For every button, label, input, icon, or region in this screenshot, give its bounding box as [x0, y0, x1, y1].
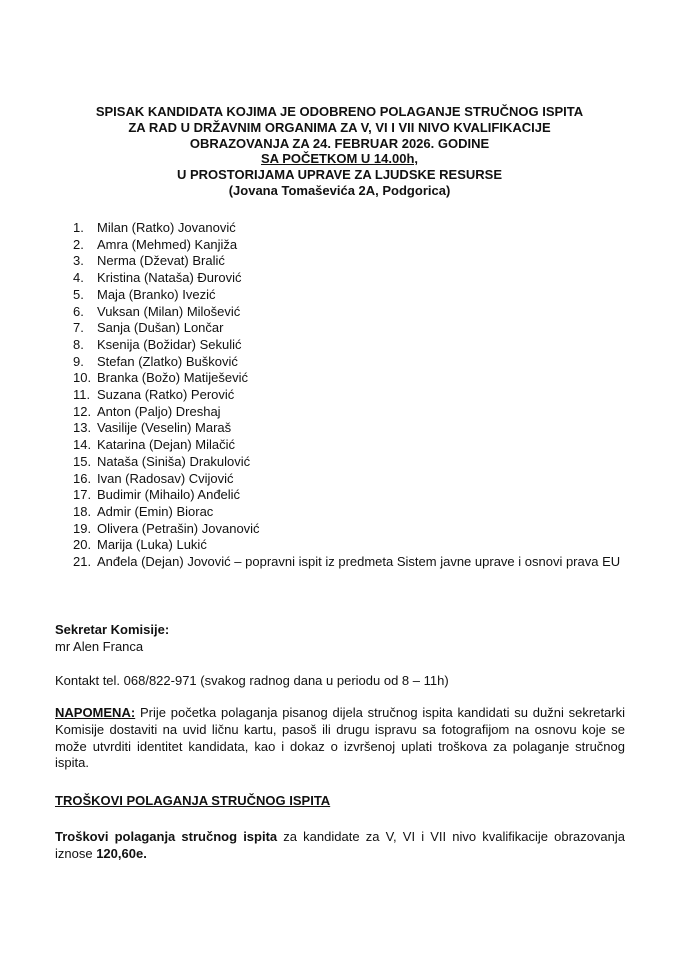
candidate-item: [73, 504, 633, 521]
candidate-number: 14.: [73, 437, 92, 453]
note-label: NAPOMENA:: [55, 705, 136, 720]
candidate-number: 17.: [73, 487, 92, 503]
candidate-item: [73, 437, 633, 454]
candidate-item: [73, 521, 633, 538]
costs-text: za kandidate za V, VI i VII nivo kvalifikacije obrazovanja iznose: [55, 829, 626, 861]
candidate-item: [73, 337, 633, 354]
candidate-number: 4.: [73, 270, 84, 286]
candidate-number: 19.: [73, 520, 92, 536]
costs-lead: Troškovi polaganja stručnog ispita: [55, 829, 278, 844]
candidate-item: [73, 454, 633, 471]
candidate-number: 16.: [73, 470, 92, 486]
candidate-number: 2.: [73, 236, 84, 252]
costs-paragraph: [55, 829, 625, 863]
candidate-name: Ksenija (Božidar) Sekulić: [97, 336, 242, 352]
candidate-item: [73, 387, 633, 404]
candidate-name: Amra (Mehmed) Kanjiža: [97, 236, 238, 252]
title-line: SPISAK KANDIDATA KOJIMA JE ODOBRENO POLAGANJE STRUČNOG ISPITA: [95, 104, 584, 119]
candidate-name: Nerma (Dževat) Bralić: [97, 253, 225, 269]
candidate-item: [73, 554, 633, 571]
candidate-item: [73, 487, 633, 504]
candidate-name: Ivan (Radosav) Cvijović: [97, 470, 234, 486]
candidate-number: 6.: [73, 303, 84, 319]
secretary-label: Sekretar Komisije:: [55, 622, 170, 637]
candidate-name: Admir (Emin) Biorac: [97, 503, 214, 519]
candidate-name: Maja (Branko) Ivezić: [97, 286, 216, 302]
start-time: SA POČETKOM U 14.00h,: [261, 151, 418, 167]
candidate-name: Milan (Ratko) Jovanović: [97, 220, 236, 235]
candidate-number: 1.: [73, 220, 84, 235]
exam-address: (Jovana Tomaševića 2A, Podgorica): [228, 182, 451, 198]
candidate-name: Vuksan (Milan) Milošević: [97, 303, 241, 319]
candidate-item: [73, 270, 633, 287]
title-line: ZA RAD U DRŽAVNIM ORGANIMA ZA V, VI I VII NIVO KVALIFIKACIJE: [128, 119, 551, 135]
candidate-item: [73, 320, 633, 337]
candidate-number: 18.: [73, 503, 92, 519]
candidate-item: [73, 537, 633, 554]
candidate-item: [73, 404, 633, 421]
candidate-number: 9.: [73, 353, 84, 369]
candidate-name: Kristina (Nataša) Đurović: [97, 270, 242, 286]
candidate-number: 15.: [73, 453, 92, 469]
candidate-name: Olivera (Petrašin) Jovanović: [97, 520, 260, 536]
candidate-item: [73, 354, 633, 371]
candidate-name: Katarina (Dejan) Milačić: [97, 437, 235, 453]
candidate-number: 21.: [73, 554, 92, 570]
document-title: [40, 104, 639, 199]
candidate-number: 8.: [73, 336, 84, 352]
candidate-item: [73, 471, 633, 488]
secretary-block: [55, 622, 625, 656]
candidate-item: [73, 420, 633, 437]
candidate-name: Stefan (Zlatko) Bušković: [97, 353, 238, 369]
candidate-name: Branka (Božo) Matiješević: [97, 370, 248, 386]
secretary-name: mr Alen Franca: [55, 638, 144, 654]
candidate-name: Budimir (Mihailo) Anđelić: [97, 487, 241, 503]
candidate-list: [73, 220, 633, 571]
exam-location: U PROSTORIJAMA UPRAVE ZA LJUDSKE RESURSE: [176, 167, 503, 183]
candidate-item: [73, 370, 633, 387]
candidate-item: [73, 220, 633, 237]
title-line: OBRAZOVANJA ZA 24. FEBRUAR 2026. GODINE: [189, 135, 490, 151]
candidate-item: [73, 287, 633, 304]
note-paragraph: [55, 705, 625, 772]
candidate-number: 12.: [73, 403, 92, 419]
candidate-number: 11.: [73, 387, 91, 403]
candidate-name: Marija (Luka) Lukić: [97, 537, 207, 553]
candidate-number: 5.: [73, 286, 84, 302]
candidate-name: Suzana (Ratko) Perović: [97, 387, 235, 403]
candidate-number: 20.: [73, 537, 92, 553]
candidate-name: Sanja (Dušan) Lončar: [97, 320, 224, 336]
note-text: Prije početka polaganja pisanog dijela stručnog ispita kandidati su dužni sekretarki Komisije dostaviti na uvid ličnu kartu, pasoš ili drugu ispravu sa fotografijom na osnovu koje se može utvrditi identitet kandidata, kao i dokaz o izvršenoj uplati troškova za polaganje stručnog ispita.: [55, 705, 625, 771]
contact-line: Kontakt tel. 068/822-971 (svakog radnog dana u periodu od 8 – 11h): [55, 673, 449, 688]
costs-amount: 120,60e.: [96, 845, 147, 861]
candidate-number: 3.: [73, 253, 84, 269]
candidate-number: 7.: [73, 320, 84, 336]
candidate-item: [73, 237, 633, 254]
candidate-name: Vasilije (Veselin) Maraš: [97, 420, 232, 436]
candidate-name: Nataša (Siniša) Drakulović: [97, 453, 251, 469]
candidate-number: 10.: [73, 370, 92, 386]
candidate-item: [73, 304, 633, 321]
candidate-item: [73, 253, 633, 270]
costs-heading: TROŠKOVI POLAGANJA STRUČNOG ISPITA: [55, 793, 331, 808]
candidate-number: 13.: [73, 420, 92, 436]
candidate-name: Anton (Paljo) Dreshaj: [97, 403, 221, 419]
candidate-name: Anđela (Dejan) Jovović – popravni ispit iz predmeta Sistem javne uprave i osnovi prava EU: [97, 554, 621, 570]
